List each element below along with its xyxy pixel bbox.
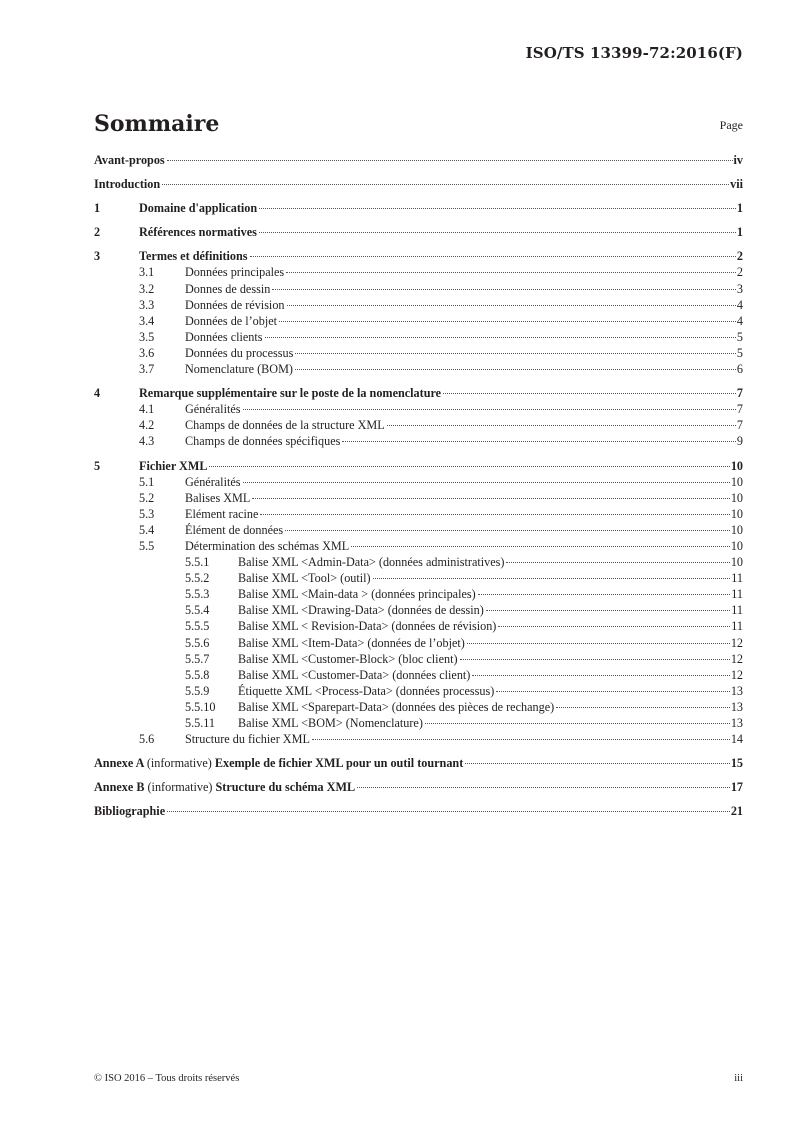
toc-entry-number: 3 (94, 249, 101, 264)
toc-entry-number: 5.5.8 (185, 667, 210, 682)
toc-entry-number: 3.3 (139, 297, 155, 312)
toc-entry-title: Introduction (94, 177, 161, 192)
toc-entry-number: 5.5.7 (185, 651, 210, 666)
annex-title: Exemple de fichier XML pour un outil tournant (214, 756, 464, 771)
toc-entry-number: 5.6 (139, 732, 155, 747)
toc-entry-page: 12 (730, 635, 743, 650)
toc-entry[interactable] (94, 152, 743, 168)
toc-entry-number: 2 (94, 225, 101, 240)
toc-entry[interactable] (94, 297, 743, 313)
toc-entry-page: 12 (730, 651, 743, 666)
toc-entry-title: Nomenclature (BOM) (185, 362, 293, 377)
toc-entry-number: 5.5.9 (185, 683, 210, 698)
toc-entry-page: 15 (730, 756, 743, 771)
toc-entry[interactable] (94, 176, 743, 192)
toc-entry-title: Balise XML <Drawing-Data> (données de dessin) (238, 603, 484, 618)
toc-entry-page: 11 (731, 619, 743, 634)
toc-entry-number: 3.4 (139, 313, 155, 328)
toc-entry[interactable] (94, 345, 743, 361)
toc-entry-page: 1 (736, 225, 743, 240)
toc-entry-page: 3 (736, 281, 743, 296)
dot-leader (498, 626, 730, 627)
toc-entry-title: Balise XML <Customer-Block> (bloc client) (238, 651, 458, 666)
toc-entry[interactable] (94, 401, 743, 417)
toc-entry[interactable] (94, 522, 743, 538)
dot-leader (460, 659, 730, 660)
dot-leader (167, 811, 730, 812)
toc-entry[interactable] (94, 385, 743, 401)
toc-entry-number: 4 (94, 386, 101, 401)
toc-entry[interactable] (94, 281, 743, 297)
toc-entry-title: Balise XML <Sparepart-Data> (données des pièces de rechange) (238, 699, 555, 714)
toc-entry-title: Balise XML <Tool> (outil) (238, 571, 371, 586)
toc-entry-number: 1 (94, 201, 101, 216)
toc-entry-title: Fichier XML (139, 458, 208, 473)
toc-entry[interactable] (94, 731, 743, 747)
toc-entry-title: Champs de données de la structure XML (185, 418, 385, 433)
toc-entry-number: 5.5.11 (185, 716, 216, 730)
toc-entry[interactable] (94, 248, 743, 264)
toc-entry-title: Elément racine (185, 506, 259, 521)
dot-leader (465, 763, 730, 764)
dot-leader (486, 610, 730, 611)
page-number: iii (734, 1073, 743, 1084)
toc-entry-page: 5 (736, 329, 743, 344)
annex-note: (informative) (146, 756, 212, 771)
copyright-notice: © ISO 2016 – Tous droits réservés (94, 1073, 240, 1084)
toc-entry-number: 3.2 (139, 281, 155, 296)
dot-leader (342, 441, 736, 442)
toc-entry[interactable] (94, 538, 743, 554)
toc-entry-page: 2 (736, 265, 743, 280)
toc-entry-title: Termes et définitions (139, 249, 248, 264)
toc-entry[interactable] (94, 635, 743, 651)
toc-entry-page: 10 (730, 506, 743, 521)
dot-leader (556, 707, 730, 708)
toc-entry[interactable] (94, 779, 743, 795)
toc-entry-page: 10 (730, 474, 743, 489)
toc-entry-page: 10 (730, 490, 743, 505)
page-column-label: Page (719, 118, 743, 132)
toc-entry-page: 14 (730, 732, 743, 747)
table-of-contents (94, 152, 743, 819)
toc-entry-title: Détermination des schémas XML (185, 538, 350, 553)
toc-entry-title (94, 779, 356, 795)
toc-entry-page: 21 (730, 804, 743, 819)
toc-entry-page: 13 (730, 716, 743, 730)
toc-entry-title: Élément de données (185, 522, 284, 537)
toc-entry[interactable] (94, 433, 743, 449)
toc-entry[interactable] (94, 715, 743, 731)
dot-leader (506, 562, 729, 563)
dot-leader (272, 289, 736, 290)
toc-entry[interactable] (94, 506, 743, 522)
toc-entry-page: 4 (736, 313, 743, 328)
toc-entry[interactable] (94, 458, 743, 474)
toc-entry-title: Donnes de dessin (185, 281, 271, 296)
toc-entry-number: 4.3 (139, 434, 155, 449)
toc-entry-title: Bibliographie (94, 804, 166, 819)
toc-entry-number: 5.5.1 (185, 555, 210, 570)
dot-leader (265, 337, 736, 338)
page-title: Sommaire (94, 111, 220, 137)
toc-entry-number: 5 (94, 458, 101, 473)
annex-label: Annexe A (94, 756, 144, 771)
toc-entry-number: 3.7 (139, 362, 155, 377)
toc-entry-number: 5.5 (139, 538, 155, 553)
document-id-header: ISO/TS 13399-72:2016(F) (525, 44, 743, 62)
toc-entry[interactable] (94, 618, 743, 634)
toc-entry-number: 5.3 (139, 506, 155, 521)
toc-entry-title: Balise XML <Customer-Data> (données client) (238, 667, 471, 682)
toc-entry-number: 5.5.5 (185, 619, 210, 634)
toc-entry-title: Balise XML <Main-data > (données principales) (238, 587, 476, 602)
toc-entry-title: Données du processus (185, 345, 294, 360)
toc-entry-number: 5.1 (139, 474, 155, 489)
dot-leader (209, 466, 729, 467)
toc-entry[interactable] (94, 329, 743, 345)
toc-entry-page: 7 (736, 386, 743, 401)
dot-leader (295, 353, 736, 354)
toc-entry-number: 4.2 (139, 418, 155, 433)
dot-leader (373, 578, 731, 579)
dot-leader (259, 232, 736, 233)
toc-entry-title: Avant-propos (94, 153, 165, 167)
toc-entry[interactable] (94, 651, 743, 667)
toc-entry[interactable] (94, 554, 743, 570)
toc-entry-number: 3.6 (139, 345, 155, 360)
toc-entry-page: 11 (731, 587, 743, 602)
dot-leader (162, 184, 729, 185)
dot-leader (387, 425, 736, 426)
toc-entry-page: 5 (736, 345, 743, 360)
dot-leader (243, 482, 730, 483)
dot-leader (425, 723, 730, 724)
toc-entry[interactable] (94, 755, 743, 771)
dot-leader (295, 369, 736, 370)
toc-entry-page: 13 (730, 699, 743, 714)
toc-entry-title: Balise XML <Admin-Data> (données administratives) (238, 555, 505, 570)
toc-entry-title: Données de révision (185, 297, 285, 312)
toc-entry-title: Balise XML < Revision-Data> (données de révision) (238, 619, 497, 634)
toc-entry[interactable] (94, 586, 743, 602)
toc-entry-page: 2 (736, 249, 743, 264)
toc-entry[interactable] (94, 200, 743, 216)
annex-note: (informative) (147, 780, 213, 795)
toc-entry[interactable] (94, 602, 743, 618)
toc-entry-number: 5.4 (139, 522, 155, 537)
annex-label: Annexe B (94, 780, 145, 795)
toc-entry-number: 3.5 (139, 329, 155, 344)
toc-entry-number: 5.5.3 (185, 587, 210, 602)
toc-entry-page: 10 (730, 458, 743, 473)
toc-entry-page: 13 (730, 683, 743, 698)
toc-entry-page: 17 (730, 780, 743, 795)
toc-entry[interactable] (94, 224, 743, 240)
toc-entry-number: 5.5.10 (185, 699, 216, 714)
dot-leader (478, 594, 731, 595)
toc-entry-number: 5.2 (139, 490, 155, 505)
dot-leader (286, 272, 736, 273)
toc-entry-title (94, 755, 464, 771)
toc-entry-title: Balise XML <Item-Data> (données de l’objet) (238, 635, 465, 650)
toc-entry-number: 3.1 (139, 265, 155, 280)
dot-leader (443, 393, 736, 394)
toc-entry-title: Balises XML (185, 490, 251, 505)
toc-entry[interactable] (94, 264, 743, 280)
toc-entry-title: Structure du fichier XML (185, 732, 310, 747)
dot-leader (357, 787, 730, 788)
toc-entry-number: 4.1 (139, 402, 155, 417)
toc-entry-title: Étiquette XML <Process-Data> (données processus) (238, 683, 495, 698)
toc-entry-page: vii (730, 177, 743, 192)
toc-entry-page: 10 (730, 522, 743, 537)
dot-leader (285, 530, 730, 531)
toc-entry-page: 6 (736, 362, 743, 377)
dot-leader (250, 256, 736, 257)
toc-entry-title: Généralités (185, 402, 241, 417)
toc-entry[interactable] (94, 667, 743, 683)
dot-leader (287, 305, 736, 306)
dot-leader (467, 643, 730, 644)
toc-entry-title: Domaine d'application (139, 201, 258, 216)
toc-entry-number: 5.5.2 (185, 571, 210, 586)
dot-leader (259, 208, 736, 209)
toc-entry-page: 7 (736, 402, 743, 417)
dot-leader (351, 546, 730, 547)
toc-entry[interactable] (94, 417, 743, 433)
toc-entry[interactable] (94, 699, 743, 715)
dot-leader (279, 321, 736, 322)
toc-entry[interactable] (94, 570, 743, 586)
toc-entry-title: Champs de données spécifiques (185, 434, 341, 449)
dot-leader (312, 739, 730, 740)
toc-entry-title: Données principales (185, 265, 285, 280)
toc-entry-title: Remarque supplémentaire sur le poste de la nomenclature (139, 386, 442, 401)
toc-entry-page: 1 (736, 201, 743, 216)
toc-entry[interactable] (94, 361, 743, 377)
dot-leader (260, 514, 729, 515)
dot-leader (252, 498, 729, 499)
toc-entry-title: Balise XML <BOM> (Nomenclature) (238, 716, 423, 730)
toc-entry-page: 10 (730, 555, 743, 570)
toc-entry[interactable] (94, 683, 743, 699)
toc-entry-page: 10 (730, 538, 743, 553)
toc-entry-page: 11 (731, 603, 743, 618)
toc-entry-page: 12 (730, 667, 743, 682)
toc-entry-number: 5.5.4 (185, 603, 210, 618)
toc-entry-page: 11 (731, 571, 743, 586)
toc-entry-title: Généralités (185, 474, 241, 489)
toc-entry-title: Données de l’objet (185, 313, 278, 328)
toc-entry-page: 9 (736, 434, 743, 449)
toc-entry[interactable] (94, 313, 743, 329)
toc-entry-page: 7 (736, 418, 743, 433)
annex-title: Structure du schéma XML (215, 780, 356, 795)
toc-entry[interactable] (94, 803, 743, 819)
toc-entry[interactable] (94, 490, 743, 506)
dot-leader (167, 160, 733, 161)
toc-entry-title: Données clients (185, 329, 263, 344)
toc-entry-title: Références normatives (139, 225, 257, 240)
dot-leader (472, 675, 729, 676)
toc-entry[interactable] (94, 474, 743, 490)
dot-leader (243, 409, 736, 410)
toc-entry-page: iv (733, 153, 743, 167)
dot-leader (496, 691, 730, 692)
toc-entry-page: 4 (736, 297, 743, 312)
toc-entry-number: 5.5.6 (185, 635, 210, 650)
